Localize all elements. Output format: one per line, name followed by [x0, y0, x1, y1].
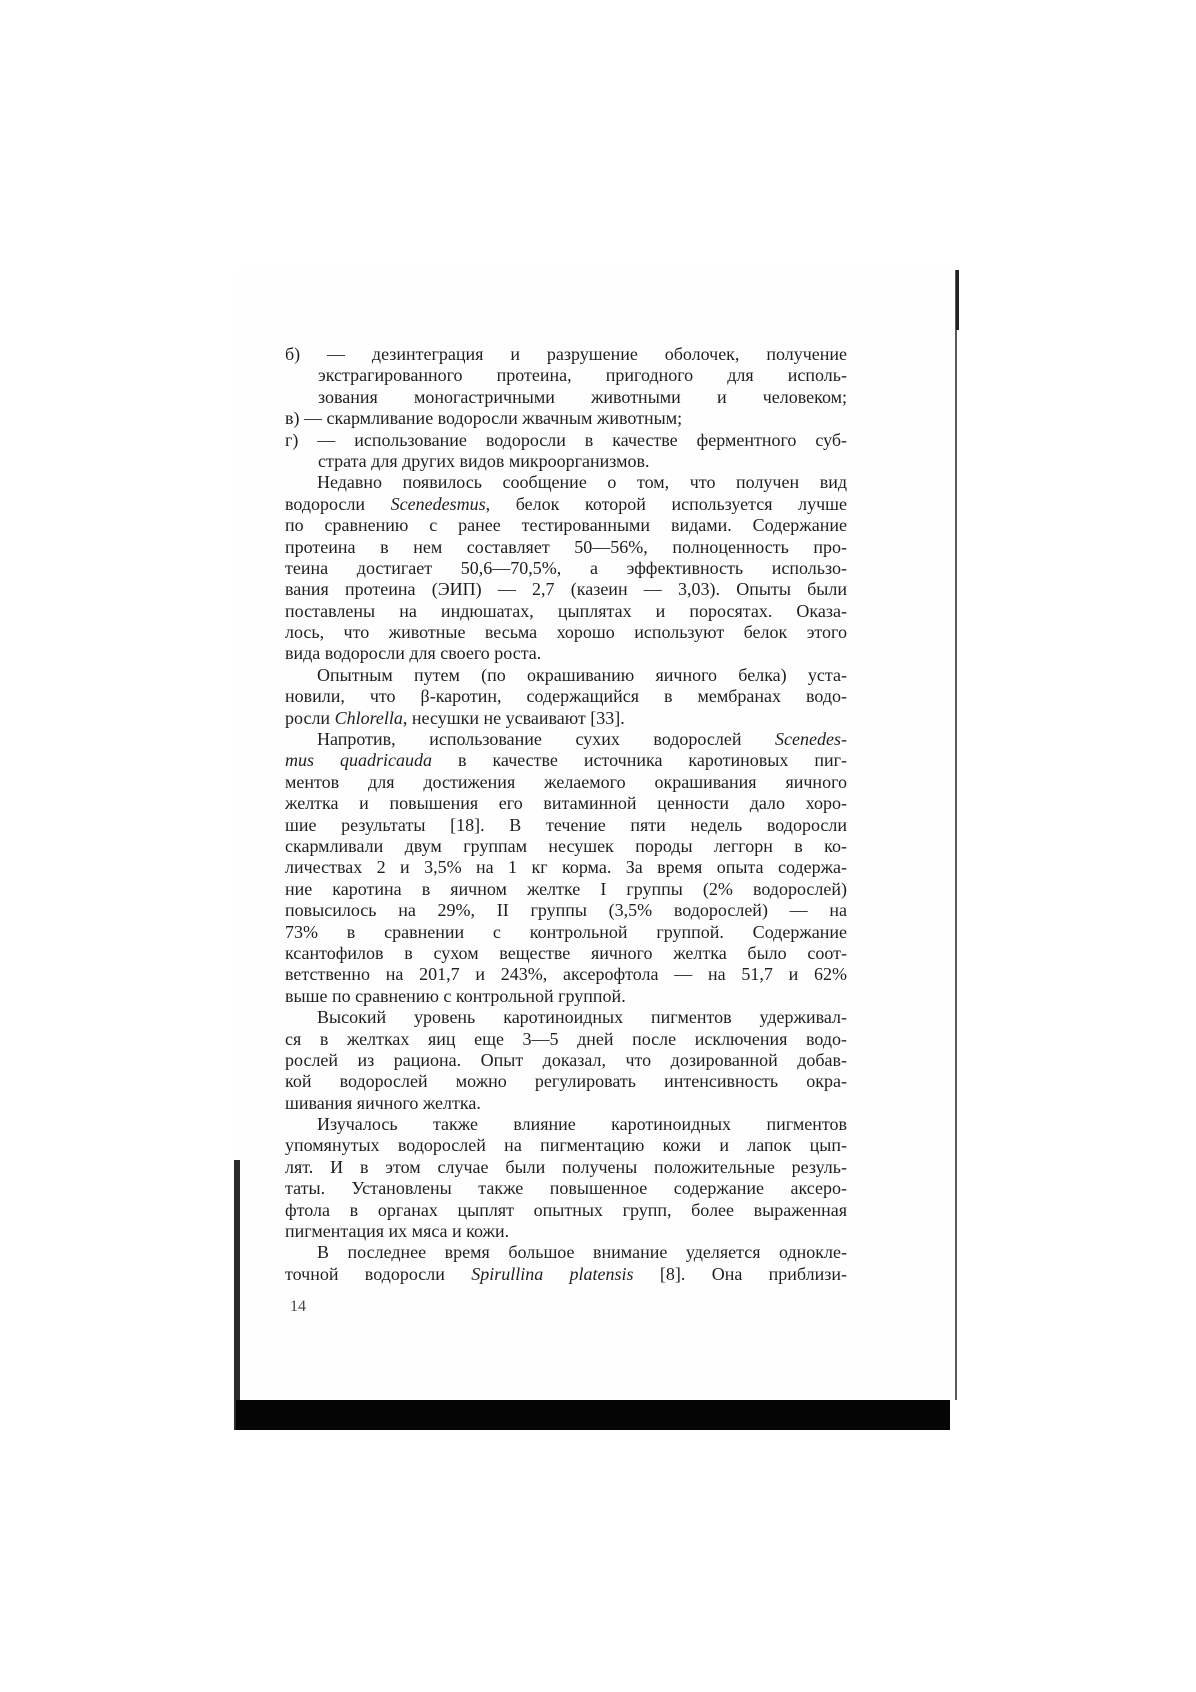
- text-line: Изучалось также влияние каротиноидных пигментов: [317, 1114, 847, 1135]
- text-line: таты. Установлены также повышенное содержание аксеро-: [285, 1178, 847, 1199]
- page-right-edge-shadow: [956, 270, 959, 330]
- page-right-edge: [955, 270, 957, 1400]
- text-line: пигментация их мяса и кожи.: [285, 1221, 510, 1242]
- text-line: Напротив, использование сухих водорослей Scenedes-: [317, 729, 847, 750]
- text-line: Недавно появилось сообщение о том, что получен вид: [317, 472, 847, 493]
- scan-bottom-border: [236, 1400, 950, 1430]
- text-line: водоросли Scenedesmus, белок которой используется лучше: [285, 493, 847, 514]
- text-line: 73% в сравнении с контрольной группой. Содержание: [285, 921, 847, 942]
- text-line: В последнее время большое внимание уделяется однокле-: [317, 1242, 847, 1263]
- text-line: шие результаты [18]. В течение пяти недель водоросли: [285, 814, 847, 835]
- text-line: вида водоросли для своего роста.: [285, 643, 542, 664]
- text-line: mus quadricauda в качестве источника каротиновых пиг-: [285, 750, 847, 771]
- text-line: б) — дезинтеграция и разрушение оболочек, получение: [285, 344, 847, 364]
- text-line: росли Chlorella, несушки не усваивают [33].: [285, 707, 625, 728]
- text-line: новили, что β-каротин, содержащийся в мембранах водо-: [285, 686, 847, 707]
- text-line: экстрагированного протеина, пригодного для исполь-: [318, 365, 847, 386]
- text-line: повысилось на 29%, II группы (3,5% водорослей) — на: [285, 900, 847, 921]
- text-line: лят. И в этом случае были получены положительные резуль-: [285, 1156, 847, 1177]
- text-line: упомянутых водорослей на пигментацию кожи и лапок цып-: [285, 1135, 847, 1156]
- text-line: лось, что животные весьма хорошо используют белок этого: [285, 622, 847, 643]
- text-line: шивания яичного желтка.: [285, 1092, 481, 1113]
- page-left-edge: [234, 1160, 240, 1430]
- text-line: желтка и повышения его витаминной ценности дало хоро-: [285, 793, 847, 814]
- text-line: ментов для достижения желаемого окрашивания яичного: [285, 771, 847, 792]
- text-line: личествах 2 и 3,5% на 1 кг корма. За время опыта содержа-: [285, 857, 847, 878]
- text-line: зования моногастричными животными и человеком;: [318, 386, 847, 407]
- text-line: ние каротина в яичном желтке I группы (2% водорослей): [285, 878, 847, 899]
- text-line: г) — использование водоросли в качестве ферментного суб-: [285, 429, 847, 450]
- text-line: вания протеина (ЭИП) — 2,7 (казеин — 3,03). Опыты были: [285, 579, 847, 600]
- text-line: протеина в нем составляет 50—56%, полноценность про-: [285, 536, 847, 557]
- text-line: рослей из рациона. Опыт доказал, что дозированной добав-: [285, 1049, 847, 1070]
- text-line: ксантофилов в сухом веществе яичного желтка было соот-: [285, 942, 847, 963]
- text-line: фтола в органах цыплят опытных групп, более выраженная: [285, 1199, 847, 1220]
- text-line: теина достигает 50,6—70,5%, а эффективность использо-: [285, 557, 847, 578]
- body-text: [285, 344, 847, 1285]
- text-line: кой водорослей можно регулировать интенсивность окра-: [285, 1071, 847, 1092]
- text-line: Высокий уровень каротиноидных пигментов удерживал-: [317, 1007, 847, 1028]
- text-line: ветственно на 201,7 и 243%, аксерофтола — на 51,7 и 62%: [285, 964, 847, 985]
- text-line: точной водоросли Spirullina platensis [8]. Она приблизи-: [285, 1263, 847, 1284]
- text-line: Опытным путем (по окрашиванию яичного белка) уста-: [317, 664, 847, 685]
- text-line: поставлены на индюшатах, цыплятах и поросятах. Оказа-: [285, 600, 847, 621]
- text-line: по сравнению с ранее тестированными видами. Содержание: [285, 515, 847, 536]
- page-number: 14: [290, 1298, 306, 1315]
- text-line: в) — скармливание водоросли жвачным животным;: [285, 408, 683, 429]
- text-line: выше по сравнению с контрольной группой.: [285, 985, 626, 1006]
- text-line: ся в желтках яиц еще 3—5 дней после исключения водо-: [285, 1028, 847, 1049]
- text-line: скармливали двум группам несушек породы леггорн в ко-: [285, 835, 847, 856]
- text-line: страта для других видов микроорганизмов.: [318, 450, 650, 471]
